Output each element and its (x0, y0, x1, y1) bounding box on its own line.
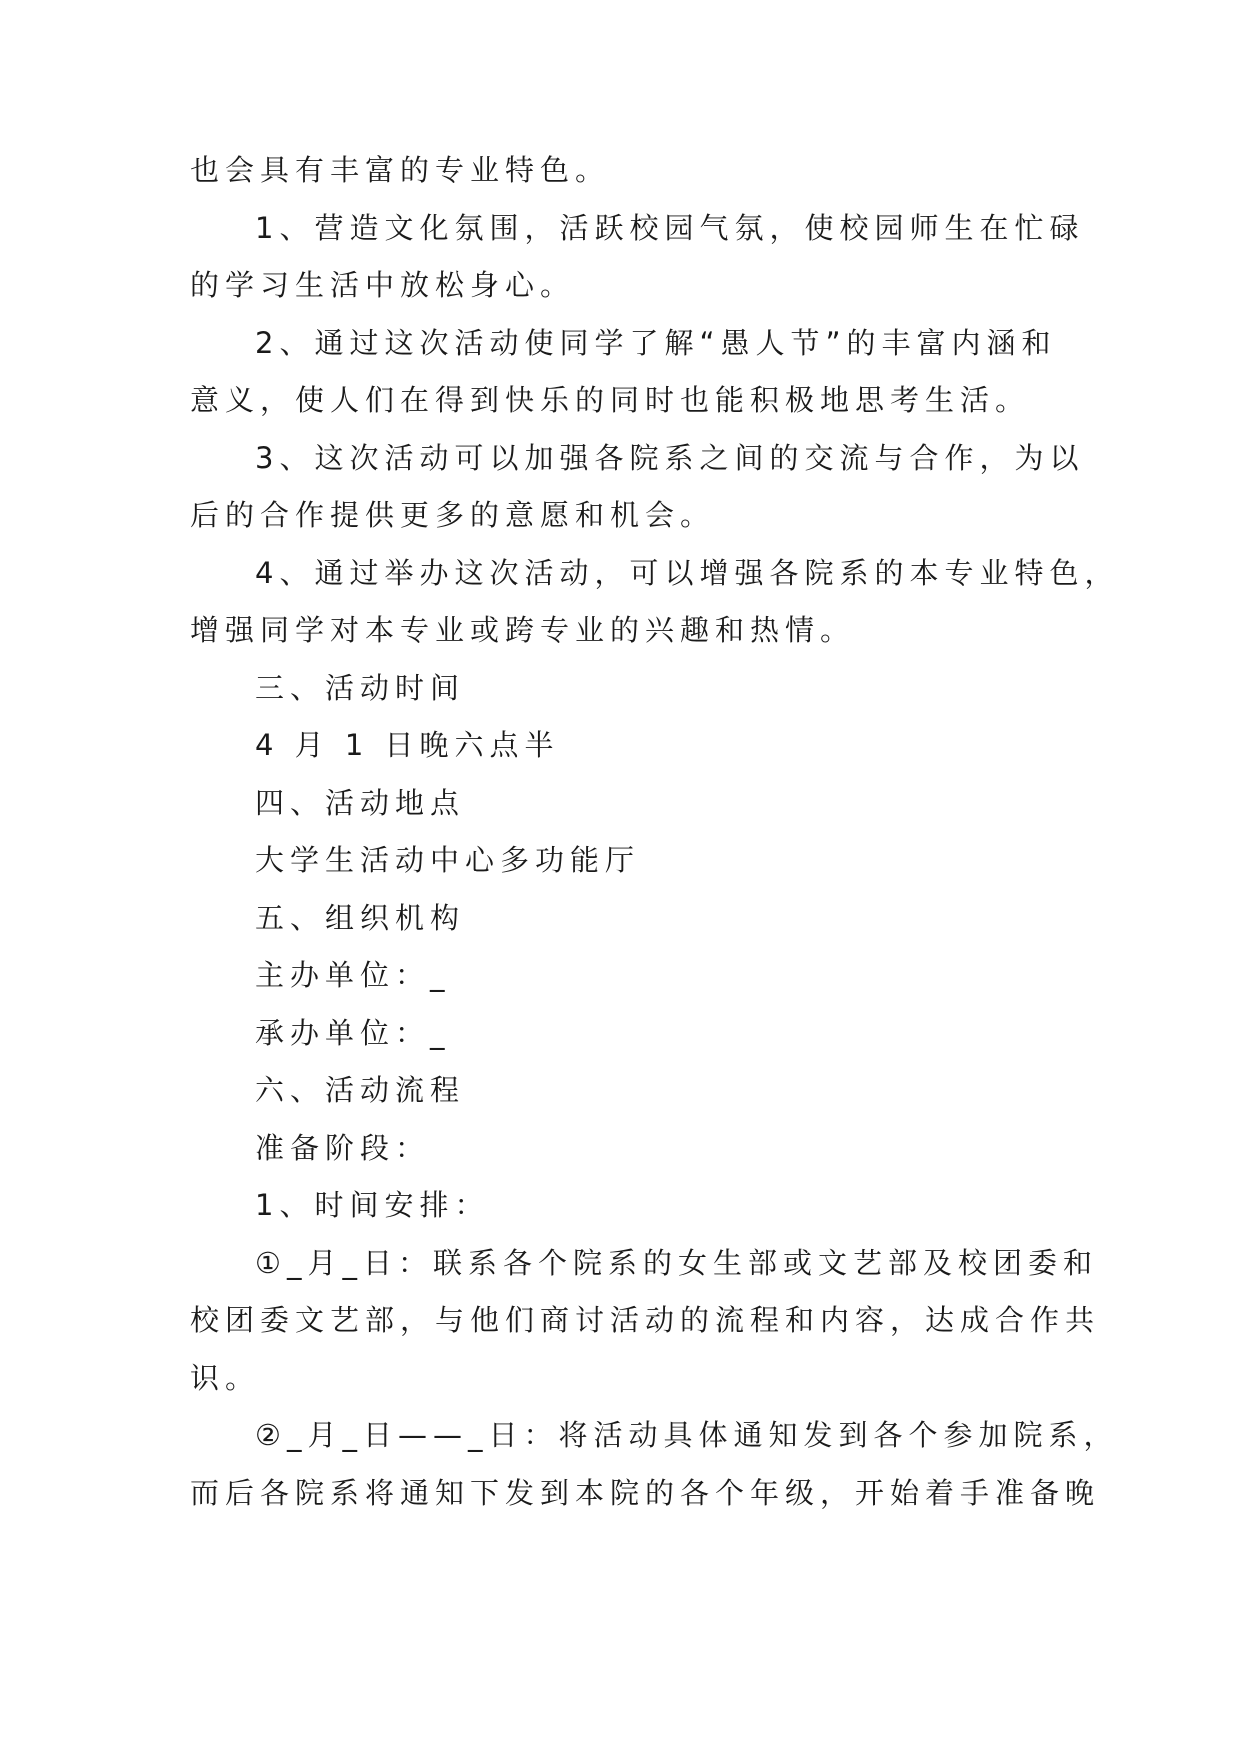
paragraph-line: 承办单位：_ (255, 1016, 451, 1050)
paragraph-line: 后的合作提供更多的意愿和机会。 (190, 498, 716, 532)
paragraph-line: 主办单位：_ (255, 958, 451, 992)
paragraph-line: 大学生活动中心多功能厅 (255, 843, 641, 877)
paragraph-line: 识。 (190, 1361, 261, 1395)
paragraph-line: 3、这次活动可以加强各院系之间的交流与合作，为以 (255, 441, 1085, 475)
paragraph-line: 也会具有丰富的专业特色。 (190, 153, 611, 187)
section-heading: 五、组织机构 (255, 901, 466, 935)
paragraph-line: 而后各院系将通知下发到本院的各个年级，开始着手准备晚 (190, 1476, 1101, 1510)
paragraph-line: 的学习生活中放松身心。 (190, 268, 576, 302)
section-heading: 六、活动流程 (255, 1073, 466, 1107)
paragraph-line: 校团委文艺部，与他们商讨活动的流程和内容，达成合作共 (190, 1303, 1101, 1337)
paragraph-line: ②_月_日——_日：将活动具体通知发到各个参加院系， (255, 1418, 1119, 1452)
paragraph-line: 2、通过这次活动使同学了解“愚人节”的丰富内涵和 (255, 326, 1057, 360)
section-heading: 三、活动时间 (255, 671, 466, 705)
section-heading: 四、活动地点 (255, 786, 466, 820)
paragraph-line: 4、通过举办这次活动，可以增强各院系的本专业特色， (255, 556, 1120, 590)
paragraph-line: 准备阶段： (255, 1131, 431, 1165)
paragraph-line: 4 月 1 日晚六点半 (255, 728, 560, 762)
paragraph-line: 增强同学对本专业或跨专业的兴趣和热情。 (190, 613, 856, 647)
paragraph-line: ①_月_日：联系各个院系的女生部或文艺部及校团委和 (255, 1246, 1098, 1280)
paragraph-line: 1、时间安排： (255, 1188, 490, 1222)
paragraph-line: 意义，使人们在得到快乐的同时也能积极地思考生活。 (190, 383, 1031, 417)
paragraph-line: 1、营造文化氛围，活跃校园气氛，使校园师生在忙碌 (255, 211, 1085, 245)
